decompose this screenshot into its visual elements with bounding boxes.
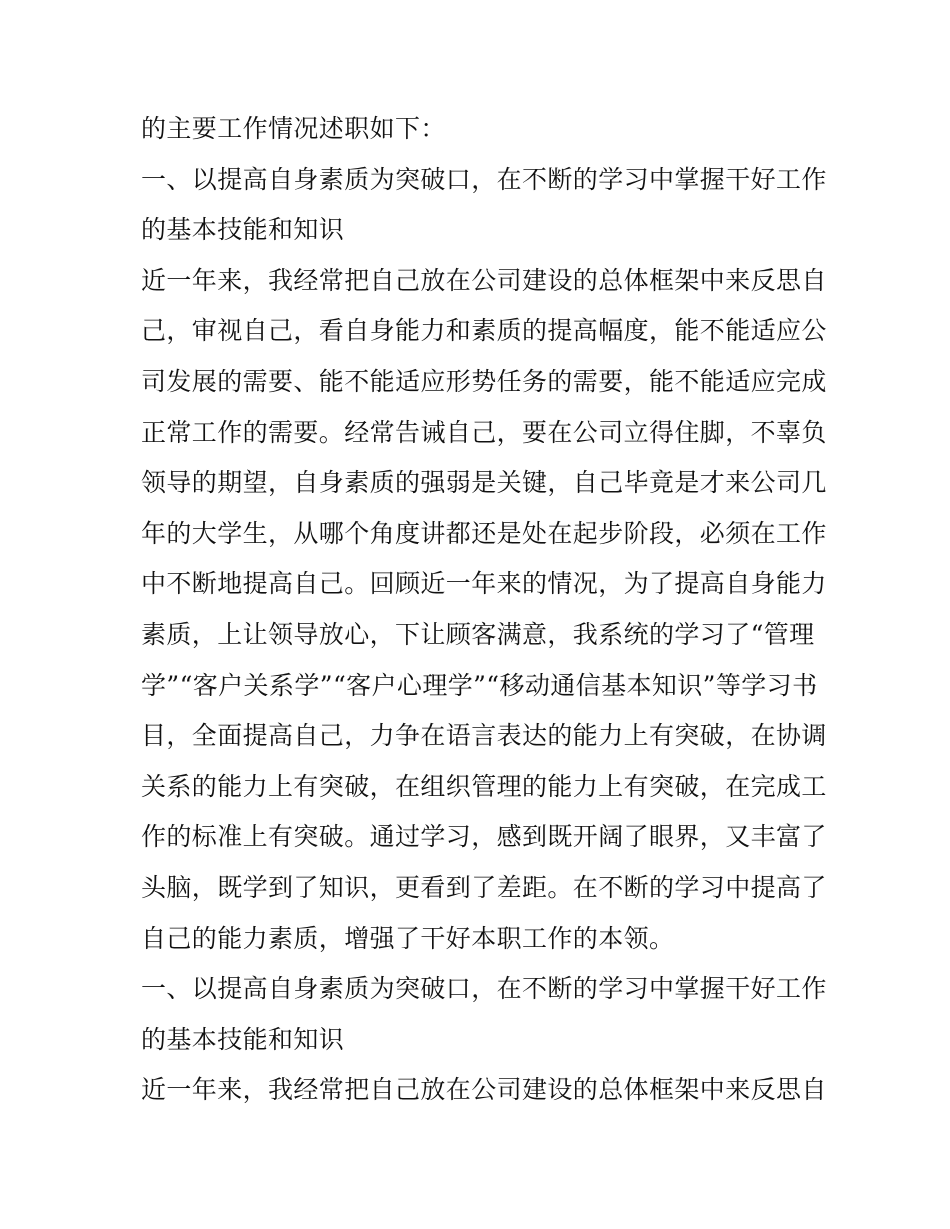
text-line: 的主要工作情况述职如下：	[141, 114, 446, 143]
text-line: 目，全面提高自己，力争在语言表达的能力上有突破，在协调	[141, 721, 827, 751]
text-line: 己，审视自己，看自身能力和素质的提高幅度，能不能适应公	[141, 316, 827, 346]
text-line: 近一年来，我经常把自己放在公司建设的总体框架中来反思自	[141, 1075, 827, 1105]
text-line: 关系的能力上有突破，在组织管理的能力上有突破，在完成工	[141, 771, 827, 801]
text-line: 年的大学生，从哪个角度讲都还是处在起步阶段，必须在工作	[141, 518, 827, 548]
section-heading-line: 一、以提高自身素质为突破口，在不断的学习中掌握干好工作	[141, 164, 827, 194]
text-line: 学”“客户关系学”“客户心理学”“移动通信基本知识”等学习书	[141, 670, 818, 700]
section-heading-line: 的基本技能和知识	[141, 215, 345, 245]
text-line: 头脑，既学到了知识，更看到了差距。在不断的学习中提高了	[141, 872, 827, 902]
text-line: 作的标准上有突破。通过学习，感到既开阔了眼界，又丰富了	[141, 822, 827, 852]
text-line: 素质，上让领导放心，下让顾客满意，我系统的学习了“管理	[141, 619, 815, 649]
text-line: 近一年来，我经常把自己放在公司建设的总体框架中来反思自	[141, 265, 827, 295]
text-line: 领导的期望，自身素质的强弱是关键，自己毕竟是才来公司几	[141, 468, 827, 498]
section-heading-line: 的基本技能和知识	[141, 1024, 345, 1054]
text-line: 中不断地提高自己。回顾近一年来的情况，为了提高自身能力	[141, 569, 827, 599]
text-line: 自己的能力素质，增强了干好本职工作的本领。	[141, 923, 675, 953]
document-body	[141, 104, 827, 1116]
text-line: 正常工作的需要。经常告诫自己，要在公司立得住脚，不辜负	[141, 417, 827, 447]
section-heading-line: 一、以提高自身素质为突破口，在不断的学习中掌握干好工作	[141, 974, 827, 1004]
text-line: 司发展的需要、能不能适应形势任务的需要，能不能适应完成	[141, 366, 827, 396]
